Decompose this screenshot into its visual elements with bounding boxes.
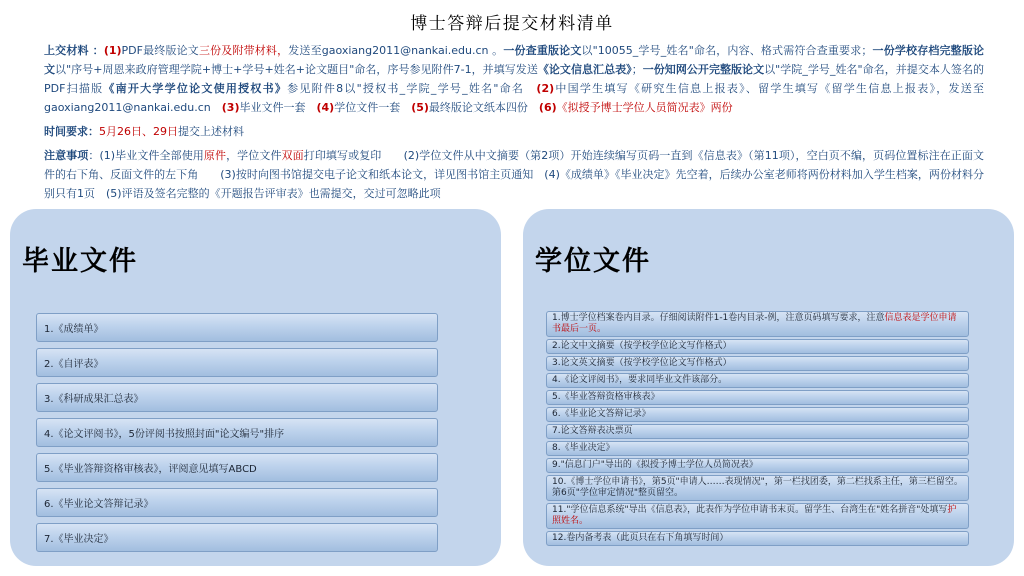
text-segment: 信息表是学位申请书最后一页。	[552, 313, 957, 334]
text-segment: ；	[631, 63, 643, 76]
file-item	[546, 531, 969, 546]
text-segment: 学位文件一套	[334, 101, 412, 114]
text-segment: 以"10055_学号_姓名"命名，内容、格式需符合查重要求；	[581, 44, 873, 57]
file-item	[36, 453, 438, 482]
text-segment: (4)	[316, 101, 335, 114]
text-segment: 以"序号+周恩来政府管理学院+博士+学号+姓名+论文题目"命名，序号参见附件7-1，并填写发送	[55, 63, 538, 76]
text-segment: 上交材料 ：	[44, 44, 104, 57]
file-item	[546, 311, 969, 337]
text-segment: (2)	[536, 82, 555, 95]
text-segment: 8.《毕业决定》	[552, 443, 615, 453]
file-item	[546, 356, 969, 371]
file-item	[36, 488, 438, 517]
text-segment: 毕业文件一套	[239, 101, 317, 114]
text-segment: 1.博士学位档案卷内目录。仔细阅读附件1-1卷内目录-例，注意页码填写要求，注意	[552, 313, 885, 323]
text-segment: 3.论文英文摘要（按学校学位论文写作格式）	[552, 358, 732, 368]
text-segment: 护照姓名。	[552, 505, 957, 526]
text-segment: (5)	[411, 101, 429, 114]
text-segment: 10.《博士学位申请书》，第5页"申请人……表现情况"，第一栏找团委，第二栏找系主任，第三栏留空。第6页"学位审定情况"整页留空。	[552, 477, 963, 498]
text-segment: 7.论文答辩表决票页	[552, 426, 633, 436]
text-segment: 《论文信息汇总表》	[537, 63, 632, 76]
text-segment: 11."学位信息系统"导出《信息表》，此表作为学位申请书末页。留学生、台湾生在"姓名拼音"处填写	[552, 505, 948, 515]
degree-files-panel	[523, 209, 1014, 566]
materials-paragraph	[44, 41, 984, 117]
text-segment: 发送至gaoxiang2011@nankai.edu.cn 。	[288, 44, 504, 57]
text-segment: 5.《毕业答辩资格审核表》	[552, 392, 660, 402]
text-segment: 时间要求：	[44, 125, 99, 138]
file-item	[36, 313, 438, 342]
file-item	[36, 523, 438, 552]
text-segment: 三份及附带材料，	[198, 44, 289, 57]
text-segment: 7.《毕业决定》	[44, 534, 114, 545]
text-segment: 双面	[281, 149, 304, 162]
time-requirement-paragraph	[44, 122, 984, 141]
file-item	[36, 383, 438, 412]
text-segment: PDF最终版论文	[121, 44, 199, 57]
file-item	[36, 418, 438, 447]
file-item	[546, 441, 969, 456]
text-segment: (1)	[103, 44, 122, 57]
text-segment: 5.《毕业答辩资格审核表》，评阅意见填写ABCD	[44, 464, 257, 475]
text-segment: 《南开大学学位论文使用授权书》	[103, 82, 288, 95]
text-segment: 12.卷内备考表（此页只在右下角填写时间）	[552, 533, 729, 543]
text-segment: 6.《毕业论文答辩记录》	[552, 409, 651, 419]
text-segment: 一份查重版论文	[503, 44, 582, 57]
graduation-files-panel-title: 毕业文件	[22, 246, 138, 277]
file-item	[546, 390, 969, 405]
text-segment: 注意事项	[44, 149, 89, 162]
text-segment: 4.《论文评阅书》，5份评阅书按照封面"论文编号"排序	[44, 429, 285, 440]
file-item	[36, 348, 438, 377]
file-item	[546, 458, 969, 473]
text-segment: 3.《科研成果汇总表》	[44, 394, 144, 405]
text-segment: 5月26日、29日	[99, 125, 178, 138]
graduation-files-panel	[10, 209, 501, 566]
notes-paragraph	[44, 146, 984, 203]
text-segment: 中国学生填写《研究生信息上报表》、留学生填写《留学生信息上报表》，发送至gaoxiang2011@nankai.edu.cn	[44, 82, 985, 114]
file-item	[546, 373, 969, 388]
text-segment: 4.《论文评阅书》，要求同毕业文件该部分。	[552, 375, 728, 385]
file-item	[546, 475, 969, 501]
panels-row	[10, 209, 1014, 566]
text-segment: ：(1)毕业文件全部使用	[88, 149, 204, 162]
text-segment: ，学位文件	[226, 149, 282, 162]
text-segment: 9."信息门户"导出的《拟授予博士学位人员简况表》	[552, 460, 758, 470]
text-segment: 6.《毕业论文答辩记录》	[44, 499, 154, 510]
text-segment: 2.论文中文摘要（按学校学位论文写作格式）	[552, 341, 732, 351]
graduation-files-list	[36, 313, 438, 558]
text-segment: 2.《自评表》	[44, 359, 104, 370]
degree-files-panel-title: 学位文件	[535, 246, 651, 277]
text-segment: 《拟授予博士学位人员简况表》两份	[556, 101, 733, 114]
text-segment: 参见附件8以"授权书_学院_学号_姓名"命名	[287, 82, 537, 95]
text-segment: 一份知网公开完整版论文	[642, 63, 765, 76]
text-segment: 原件	[203, 149, 227, 162]
page-title: 博士答辩后提交材料清单	[410, 14, 614, 34]
file-item	[546, 407, 969, 422]
text-segment: 提交上述材料	[178, 125, 244, 138]
text-segment: (6)	[538, 101, 557, 114]
text-segment: (3)	[221, 101, 240, 114]
text-segment: 最终版论文纸本四份	[428, 101, 539, 114]
text-segment: 1.《成绩单》	[44, 324, 104, 335]
text-segment: 一份学校存档完整版论文	[44, 44, 985, 76]
text-segment: 打印填写或复印 (2)学位文件从中文摘要（第2项）开始连续编写页码一直到《信息表》（第11项），空白页不编，页码位置标注在正面文件的右下角、反面文件的左下角 (3)按时向图书馆提交电子论文和纸本论文，详见图书馆主页通知 (4)《成绩单》《毕业决定》先空着，后续办公室老师将两份材料加入学生档案，两份材料分别只有1页 (5)评语及签名完整的《开题报告评审表》也需提交，交过可忽略此项	[44, 149, 984, 200]
file-item	[546, 424, 969, 439]
file-item	[546, 503, 969, 529]
degree-files-list	[546, 311, 969, 548]
instructions-section	[44, 41, 984, 203]
text-segment: 以"学院_学号_姓名"命名，并提交本人签名的PDF扫描版	[44, 63, 985, 95]
file-item	[546, 339, 969, 354]
